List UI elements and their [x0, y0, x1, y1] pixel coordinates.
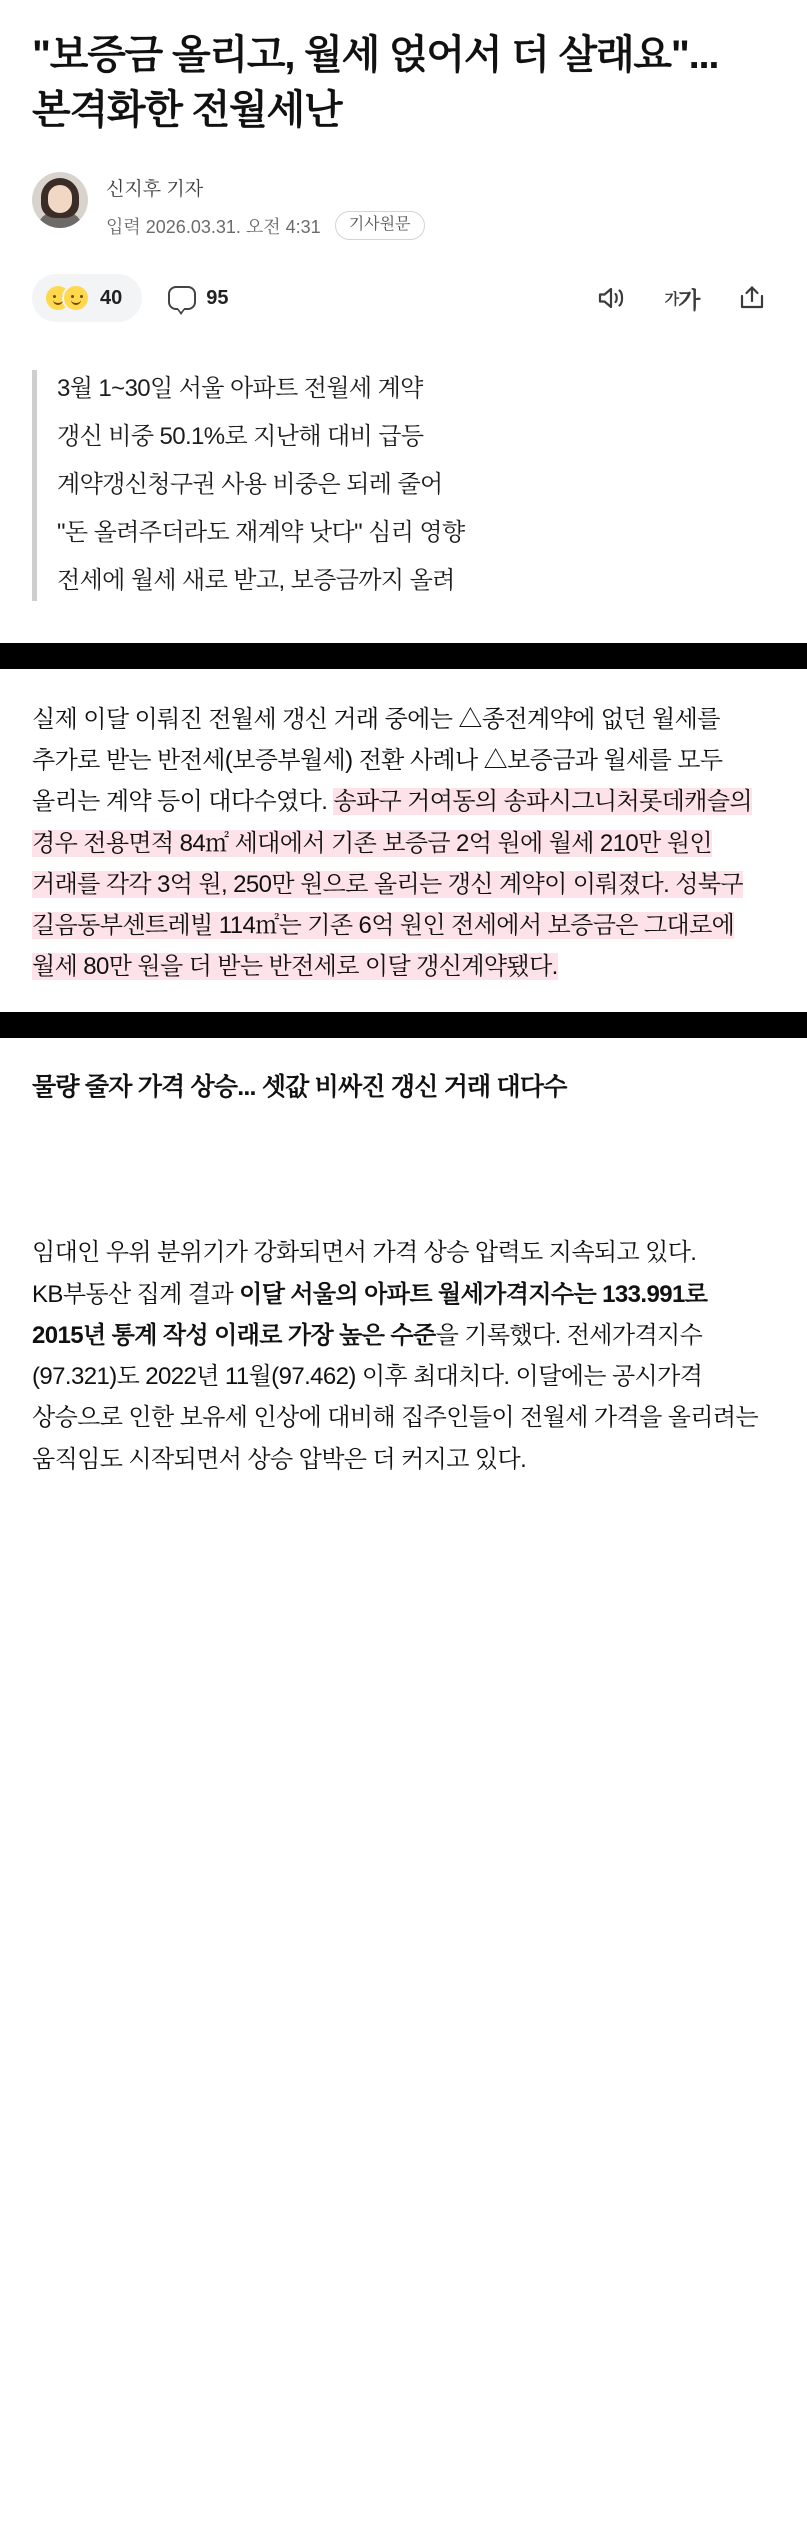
byline-text	[106, 172, 425, 240]
byline	[0, 138, 807, 240]
body-paragraph	[32, 699, 775, 988]
publish-date: 입력 2026.03.31. 오전 4:31	[106, 216, 321, 237]
reporter-name[interactable]: 신지후 기자	[106, 179, 204, 201]
divider-band	[0, 643, 807, 669]
share-icon[interactable]	[735, 281, 769, 315]
summary-line: 갱신 비중 50.1%로 지난해 대비 급등	[57, 423, 424, 451]
summary-line: 3월 1~30일 서울 아파트 전월세 계약	[57, 375, 423, 403]
comment-bubble-icon	[168, 286, 196, 310]
reaction-bar	[0, 240, 807, 322]
byline-meta	[106, 211, 425, 240]
avatar	[32, 172, 88, 228]
source-article-chip[interactable]: 기사원문	[335, 211, 425, 240]
article-body-section-2	[0, 1202, 807, 1480]
emoji-faces-icon	[44, 283, 90, 313]
font-size-icon[interactable]: 가 가	[664, 286, 700, 313]
reaction-right-group	[595, 281, 775, 315]
summary-line: "돈 올려주더라도 재계약 낫다" 심리 영향	[57, 519, 465, 546]
comment-count: 95	[206, 286, 229, 309]
emphasized-statistic: 이달 서울의 아파트 월세가격지수는 133.991로 2015년 통계 작성 이래로 가장 높은 수준	[32, 1280, 708, 1349]
divider-band	[0, 1012, 807, 1038]
speaker-icon[interactable]	[595, 281, 629, 315]
article-body-section-1	[0, 669, 807, 1012]
paragraph-text-plain: 실제 이달 이뤄진 전월세 갱신 거래 중에는 △종전계약에 없던 월세를 추가로 받는 반전세(보증부월세) 전환 사례나 △보증금과 월세를 모두 올리는 계약 등이 대다수였다.	[32, 705, 723, 816]
reaction-left-group	[32, 274, 229, 322]
emoji-reaction-count: 40	[100, 286, 123, 309]
article-header	[0, 0, 807, 138]
article-summary	[32, 370, 775, 600]
paragraph-text-tail: 을 기록했다. 전세가격지수(97.321)도 2022년 11월(97.462) 이후 최대치다. 이달에는 공시가격 상승으로 인한 보유세 인상에 대비해 집주인들이 전월세 가격을 올리려는 움직임도 시작되면서 상승 압박은 더 커지고 있다.	[32, 1321, 759, 1473]
section-subheading: 물량 줄자 가격 상승... 셋값 비싸진 갱신 거래 대다수	[32, 1072, 567, 1101]
highlighted-text: 송파구 거여동의 송파시그니처롯데캐슬의 경우 전용면적 84㎡ 세대에서 기존 보증금 2억 원에 월세 210만 원인 거래를 각각 3억 원, 250만 원으로 올리는 갱신 계약이 이뤄졌다. 성북구 길음동부센트레빌 114㎡는 기존 6억 원인 전세에서 보증금은 그대로에 월세 80만 원을 더 받는 반전세로 이달 갱신계약됐다.	[32, 788, 753, 981]
summary-line: 계약갱신청구권 사용 비중은 되레 줄어	[57, 471, 443, 499]
page-title: "보증금 올리고, 월세 얹어서 더 살래요"... 본격화한 전월세난	[32, 33, 719, 133]
emoji-reaction-button[interactable]	[32, 274, 142, 322]
body-paragraph	[32, 1232, 775, 1480]
summary-line: 전세에 월세 새로 받고, 보증금까지 올려	[57, 566, 455, 594]
paragraph-text-plain: 임대인 우위 분위기가 강화되면서 가격 상승 압력도 지속되고 있다. KB부동산 집계 결과	[32, 1239, 697, 1308]
comment-button[interactable]	[168, 286, 228, 310]
spacer	[0, 1106, 807, 1202]
spacer	[0, 1480, 807, 1520]
